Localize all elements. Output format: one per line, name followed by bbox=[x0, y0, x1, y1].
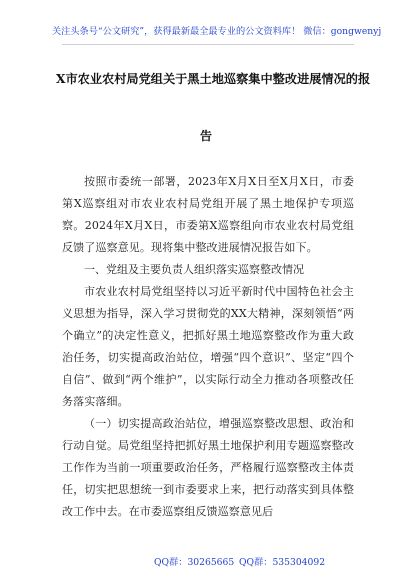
footer bbox=[0, 555, 408, 571]
body-paragraph: 市农业农村局党组坚持以习近平新时代中国特色社会主义思想为指导，深入学习贯彻党的XX大精神，深刻领悟“两个确立”的决定性意义，把抓好黑土地巡察整改作为重大政治任务，切实提高政治站位，增强“四个意识”、坚定“四个自信”、做到“两个维护”，以实际行动全力推动各项整改任务落实落细。 bbox=[62, 285, 354, 408]
document-title: X市农业农村局党组关于黑土地巡察集中整改进展情况的报 bbox=[56, 72, 371, 86]
document-body bbox=[62, 171, 354, 523]
section-heading: 一、党组及主要负责人组织落实巡察整改情况 bbox=[84, 263, 304, 276]
footer-qq-group-left: QQ群：30265665 bbox=[154, 557, 235, 568]
document-title-continuation: 告 bbox=[199, 129, 213, 143]
footer-qq-group-right: QQ群：535304092 bbox=[239, 557, 326, 568]
body-paragraph: （一）切实提高政治站位，增强巡察整改思想、政治和行动自觉。局党组坚持把抓好黑土地保护利用专题巡察整改工作作为当前一项重要政治任务，严格履行巡察整改主体责任，切实把思想统一到市委要求上来，把行动落实到具体整改工作中去。在市委巡察组反馈巡察意见后 bbox=[62, 417, 354, 518]
header-banner: 关注头条号“公文研究”，获得最新最全最专业的公文资料库！ 微信：gongwenyj bbox=[52, 26, 382, 37]
intro-paragraph: 按照市委统一部署，2023年X月X日至X月X日，市委第X巡察组对市农业农村局党组开展了黑土地保护专项巡察。2024年X月X日，市委第X巡察组向市农业农村局党组反馈了巡察意见。现将集中整改进展情况报告如下。 bbox=[62, 175, 354, 254]
header-divider bbox=[62, 44, 354, 45]
